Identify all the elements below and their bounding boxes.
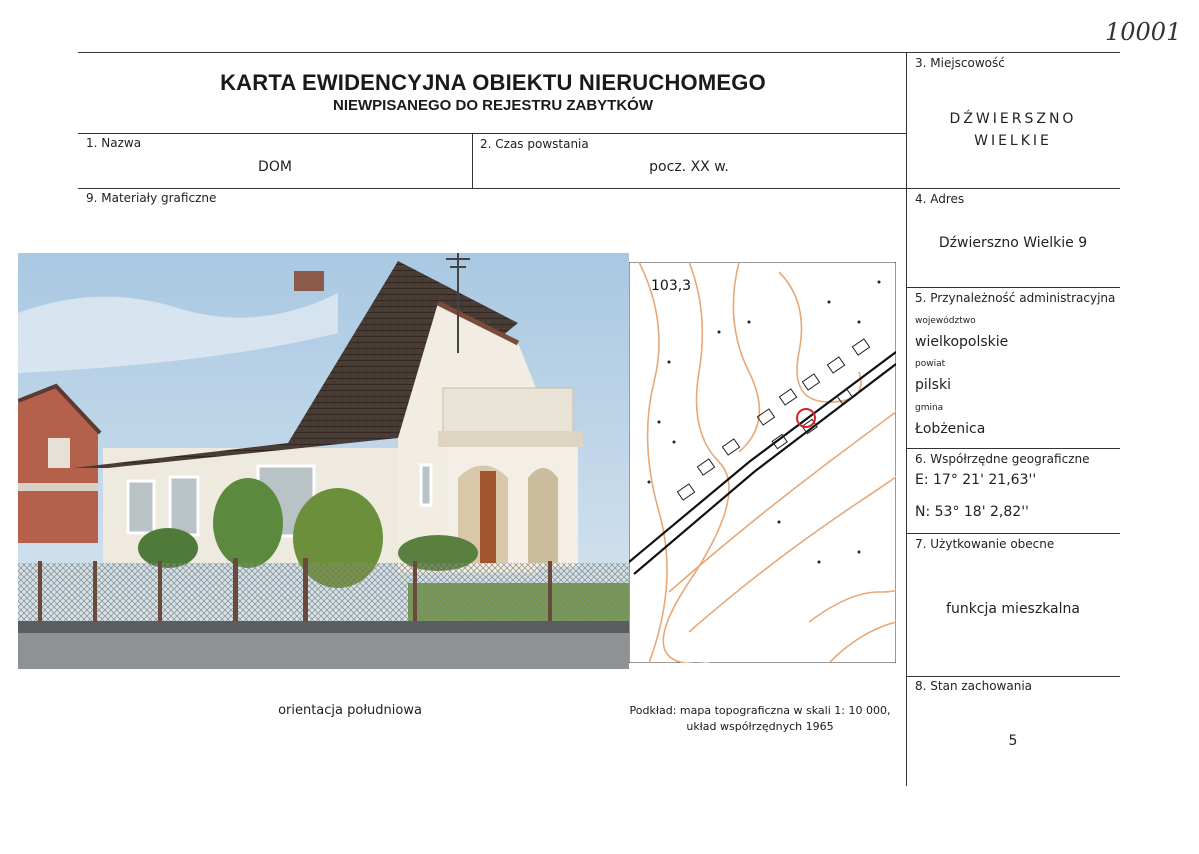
address-value: Dźwierszno Wielkie 9 xyxy=(938,235,1088,251)
commune-value: Łobżenica xyxy=(915,421,986,437)
usage-label: 7. Użytkowanie obecne xyxy=(915,537,1055,551)
county-label: powiat xyxy=(915,359,946,369)
time-value: pocz. XX w. xyxy=(649,159,729,175)
front-door xyxy=(480,471,496,563)
admin-label: 5. Przynależność administracyjna xyxy=(915,291,1116,305)
topographic-map xyxy=(629,262,896,663)
usage-bottom-rule xyxy=(906,676,1120,677)
graphics-label: 9. Materiały graficzne xyxy=(86,191,217,205)
admin-bottom-rule xyxy=(906,448,1120,449)
photo-caption: orientacja południowa xyxy=(278,703,422,718)
map-caption-line1: Podkład: mapa topograficzna w skali 1: 10 000, xyxy=(629,704,891,717)
balcony xyxy=(443,388,573,433)
title-bottom-rule xyxy=(78,133,906,134)
coords-bottom-rule xyxy=(906,533,1120,534)
time-label: 2. Czas powstania xyxy=(480,137,589,151)
row1-bottom-rule xyxy=(78,188,1120,189)
locality-value-line1: DŹWIERSZNO xyxy=(949,111,1077,127)
handwritten-number: 10001 xyxy=(1105,18,1182,46)
chimney xyxy=(294,271,324,291)
map-background xyxy=(629,262,896,663)
condition-value: 5 xyxy=(1008,733,1018,749)
document-subtitle: NIEWPISANEGO DO REJESTRU ZABYTKÓW xyxy=(332,97,654,114)
condition-label: 8. Stan zachowania xyxy=(915,679,1033,693)
elevation-label: 103,3 xyxy=(651,278,692,294)
top-rule xyxy=(78,52,1120,53)
sidewalk xyxy=(18,633,629,669)
map-caption-line2: układ współrzędnych 1965 xyxy=(686,720,834,733)
address-label: 4. Adres xyxy=(915,192,965,206)
usage-value: funkcja mieszkalna xyxy=(946,601,1080,617)
document-title: KARTA EWIDENCYJNA OBIEKTU NIERUCHOMEGO xyxy=(220,70,766,95)
coords-n-value: N: 53° 18' 2,82'' xyxy=(915,504,1029,520)
voivodeship-label: województwo xyxy=(915,316,976,326)
fence-base xyxy=(18,621,629,633)
address-bottom-rule xyxy=(906,287,1120,288)
fence xyxy=(18,563,629,623)
voivodeship-value: wielkopolskie xyxy=(915,334,1009,350)
name-label: 1. Nazwa xyxy=(86,136,142,150)
coords-label: 6. Współrzędne geograficzne xyxy=(915,452,1090,466)
name-value: DOM xyxy=(258,159,292,175)
commune-label: gmina xyxy=(915,403,944,413)
county-value: pilski xyxy=(915,377,951,393)
coords-e-value: E: 17° 21' 21,63'' xyxy=(915,472,1037,488)
house-photo xyxy=(18,253,629,669)
locality-value-line2: WIELKIE xyxy=(974,133,1052,149)
locality-label: 3. Miejscowość xyxy=(915,56,1005,70)
